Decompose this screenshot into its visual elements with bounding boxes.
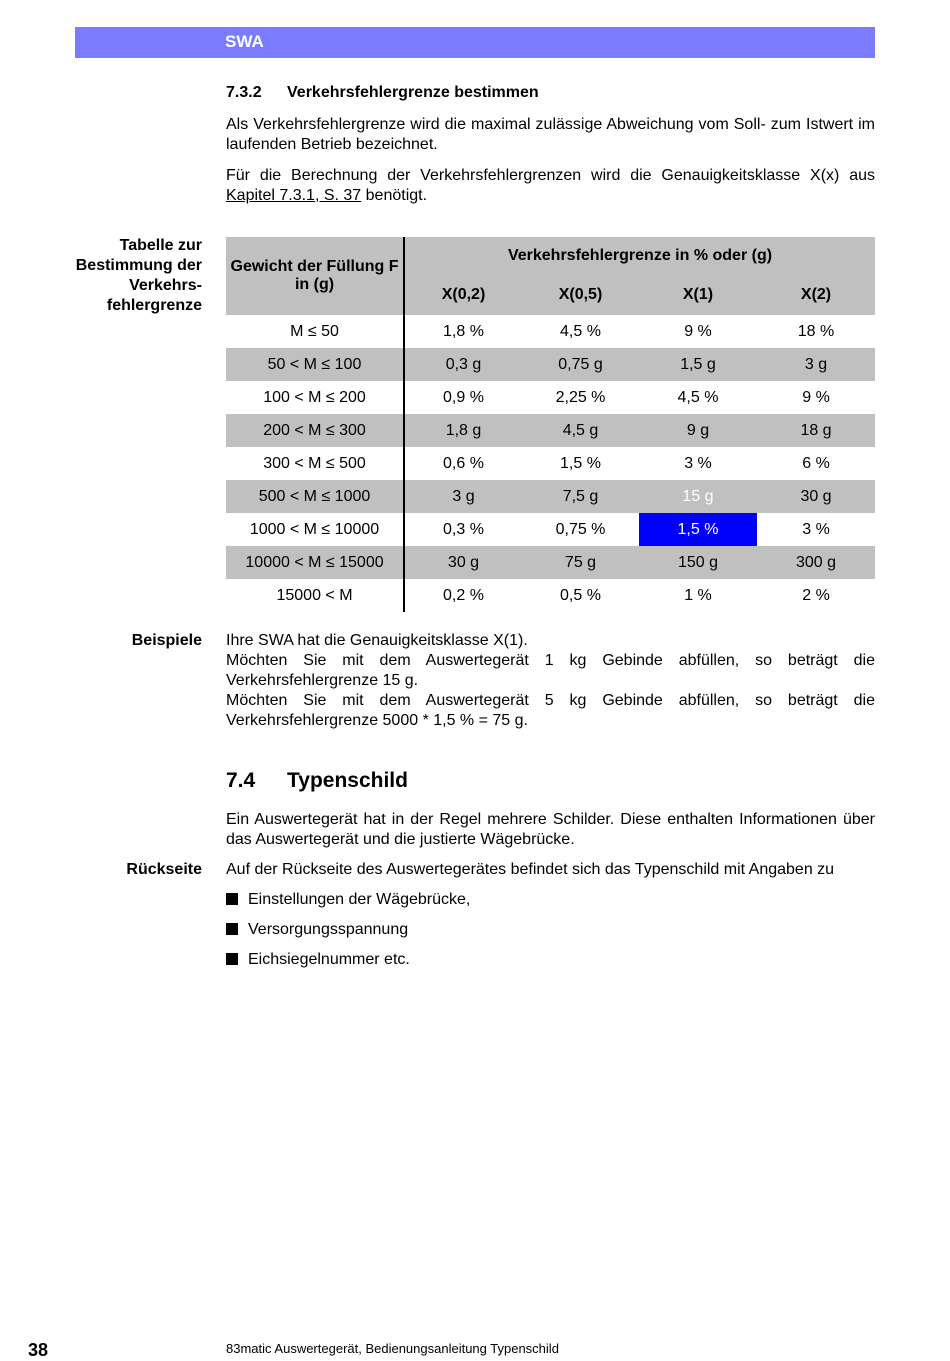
section-title: Typenschild bbox=[287, 769, 408, 792]
bullet-square-icon bbox=[226, 953, 238, 965]
limit-cell: 1,8 % bbox=[443, 322, 484, 340]
limit-cell: 18 g bbox=[757, 414, 875, 447]
limit-cell: 75 g bbox=[522, 546, 639, 579]
limit-cell: 0,75 g bbox=[522, 348, 639, 381]
side-label-back: Rückseite bbox=[126, 861, 202, 878]
header-class-3: X(2) bbox=[757, 275, 875, 315]
weight-range-cell: 1000 < M ≤ 10000 bbox=[226, 513, 404, 546]
limit-cell: 9 % bbox=[684, 322, 712, 340]
section-number: 7.3.2 bbox=[226, 84, 262, 101]
header-weight: Gewicht der Füllung F in (g) bbox=[226, 237, 404, 315]
list-item-text: Versorgungsspannung bbox=[248, 921, 409, 938]
list-item bbox=[226, 920, 408, 940]
weight-range-cell: 300 < M ≤ 500 bbox=[226, 447, 404, 480]
limit-cell: 0,2 % bbox=[443, 586, 484, 604]
limit-cell: 30 g bbox=[404, 546, 522, 579]
limit-cell: 7,5 g bbox=[522, 480, 639, 513]
limit-cell: 30 g bbox=[757, 480, 875, 513]
paragraph-back-side: Auf der Rückseite des Auswertegerätes befindet sich das Typenschild mit Angaben zu bbox=[226, 861, 835, 878]
header-class-1: X(0,5) bbox=[522, 275, 639, 315]
limit-cell: 1,5 % bbox=[560, 454, 601, 472]
limit-cell: 150 g bbox=[639, 546, 757, 579]
weight-range-cell: 200 < M ≤ 300 bbox=[226, 414, 404, 447]
table-row bbox=[226, 513, 875, 546]
limit-cell: 4,5 g bbox=[522, 414, 639, 447]
page-number: 38 bbox=[28, 1340, 49, 1360]
limit-cell: 9 % bbox=[802, 388, 830, 406]
limit-cell: 18 % bbox=[797, 322, 835, 340]
limit-cell: 9 g bbox=[639, 414, 757, 447]
weight-range-cell: 500 < M ≤ 1000 bbox=[226, 480, 404, 513]
limit-cell: 1,5 % bbox=[639, 513, 757, 546]
footer-text: 83matic Auswertegerät, Bedienungsanleitung Typenschild bbox=[226, 1341, 559, 1356]
table-row bbox=[226, 348, 875, 381]
section-number: 7.4 bbox=[226, 769, 256, 792]
limit-cell: 4,5 % bbox=[677, 388, 719, 406]
limit-cell: 0,6 % bbox=[443, 454, 484, 472]
list-item-text: Eichsiegelnummer etc. bbox=[248, 951, 410, 968]
example-line: Möchten Sie mit dem Auswertegerät 1 kg Gebinde abfüllen, so beträgt die Verkehrsfehlergrenze 15 g. bbox=[226, 652, 875, 689]
limit-cell: 0,9 % bbox=[443, 388, 484, 406]
limit-cell: 2,25 % bbox=[555, 388, 606, 406]
chapter-link[interactable]: Kapitel 7.3.1, S. 37 bbox=[226, 187, 362, 204]
limit-cell: 1,5 g bbox=[639, 348, 757, 381]
table-row bbox=[226, 579, 875, 612]
header-title: SWA bbox=[225, 32, 264, 51]
section-heading-732 bbox=[226, 84, 539, 102]
weight-range-cell: 15000 < M bbox=[226, 579, 404, 612]
paragraph-text-end: benötigt. bbox=[361, 187, 428, 204]
example-line: Ihre SWA hat die Genauigkeitsklasse X(1). bbox=[226, 632, 528, 649]
limit-cell: 3 % bbox=[802, 520, 830, 538]
limit-cell: 1,8 g bbox=[404, 414, 522, 447]
header-class-0: X(0,2) bbox=[404, 275, 522, 315]
limit-cell: 1 % bbox=[684, 586, 712, 604]
limit-cell: 0,5 % bbox=[560, 586, 601, 604]
weight-range-cell: 50 < M ≤ 100 bbox=[226, 348, 404, 381]
limit-cell: 3 g bbox=[404, 480, 522, 513]
bullet-square-icon bbox=[226, 923, 238, 935]
error-limit-table bbox=[226, 237, 875, 612]
side-label-table: Tabelle zur Bestimmung der Verkehrs-fehlergrenze bbox=[75, 237, 202, 314]
side-label-examples: Beispiele bbox=[131, 632, 202, 649]
limit-cell: 4,5 % bbox=[560, 322, 601, 340]
table-row bbox=[226, 447, 875, 480]
header-error-limit: Verkehrsfehlergrenze in % oder (g) bbox=[404, 237, 875, 275]
weight-range-cell: M ≤ 50 bbox=[226, 315, 404, 348]
list-item-text: Einstellungen der Wägebrücke, bbox=[248, 891, 471, 908]
limit-cell: 6 % bbox=[802, 454, 830, 472]
bullet-square-icon bbox=[226, 893, 238, 905]
table-row bbox=[226, 315, 875, 348]
example-line: Möchten Sie mit dem Auswertegerät 5 kg Gebinde abfüllen, so beträgt die Verkehrsfehlergrenze 5000 * 1,5 % = 75 g. bbox=[226, 692, 875, 729]
limit-cell: 3 % bbox=[684, 454, 712, 472]
table-row bbox=[226, 381, 875, 414]
list-item bbox=[226, 950, 410, 970]
limit-cell: 300 g bbox=[757, 546, 875, 579]
table-row bbox=[226, 414, 875, 447]
limit-cell: 15 g bbox=[639, 480, 757, 513]
limit-cell: 0,75 % bbox=[555, 520, 606, 538]
paragraph-calculation bbox=[226, 166, 875, 206]
paragraph-nameplates: Ein Auswertegerät hat in der Regel mehrere Schilder. Diese enthalten Informationen über das Auswertegerät und die justierte Wägebrücke. bbox=[226, 811, 875, 848]
limit-cell: 3 g bbox=[757, 348, 875, 381]
paragraph-text-start: Für die Berechnung der Verkehrsfehlergrenzen wird die Genauigkeitsklasse X(x) aus bbox=[226, 167, 875, 184]
weight-range-cell: 100 < M ≤ 200 bbox=[226, 381, 404, 414]
limit-cell: 0,3 g bbox=[404, 348, 522, 381]
table-row bbox=[226, 480, 875, 513]
section-title: Verkehrsfehlergrenze bestimmen bbox=[287, 84, 539, 101]
limit-cell: 0,3 % bbox=[443, 520, 484, 538]
header-class-2: X(1) bbox=[639, 275, 757, 315]
examples-block bbox=[226, 631, 875, 731]
weight-range-cell: 10000 < M ≤ 15000 bbox=[226, 546, 404, 579]
header-bar bbox=[75, 27, 875, 58]
limit-cell: 2 % bbox=[802, 586, 830, 604]
paragraph-definition: Als Verkehrsfehlergrenze wird die maximal zulässige Abweichung vom Soll- zum Istwert im laufenden Betrieb bezeichnet. bbox=[226, 116, 875, 153]
table-row bbox=[226, 546, 875, 579]
list-item bbox=[226, 890, 470, 910]
section-heading-74 bbox=[226, 769, 408, 793]
